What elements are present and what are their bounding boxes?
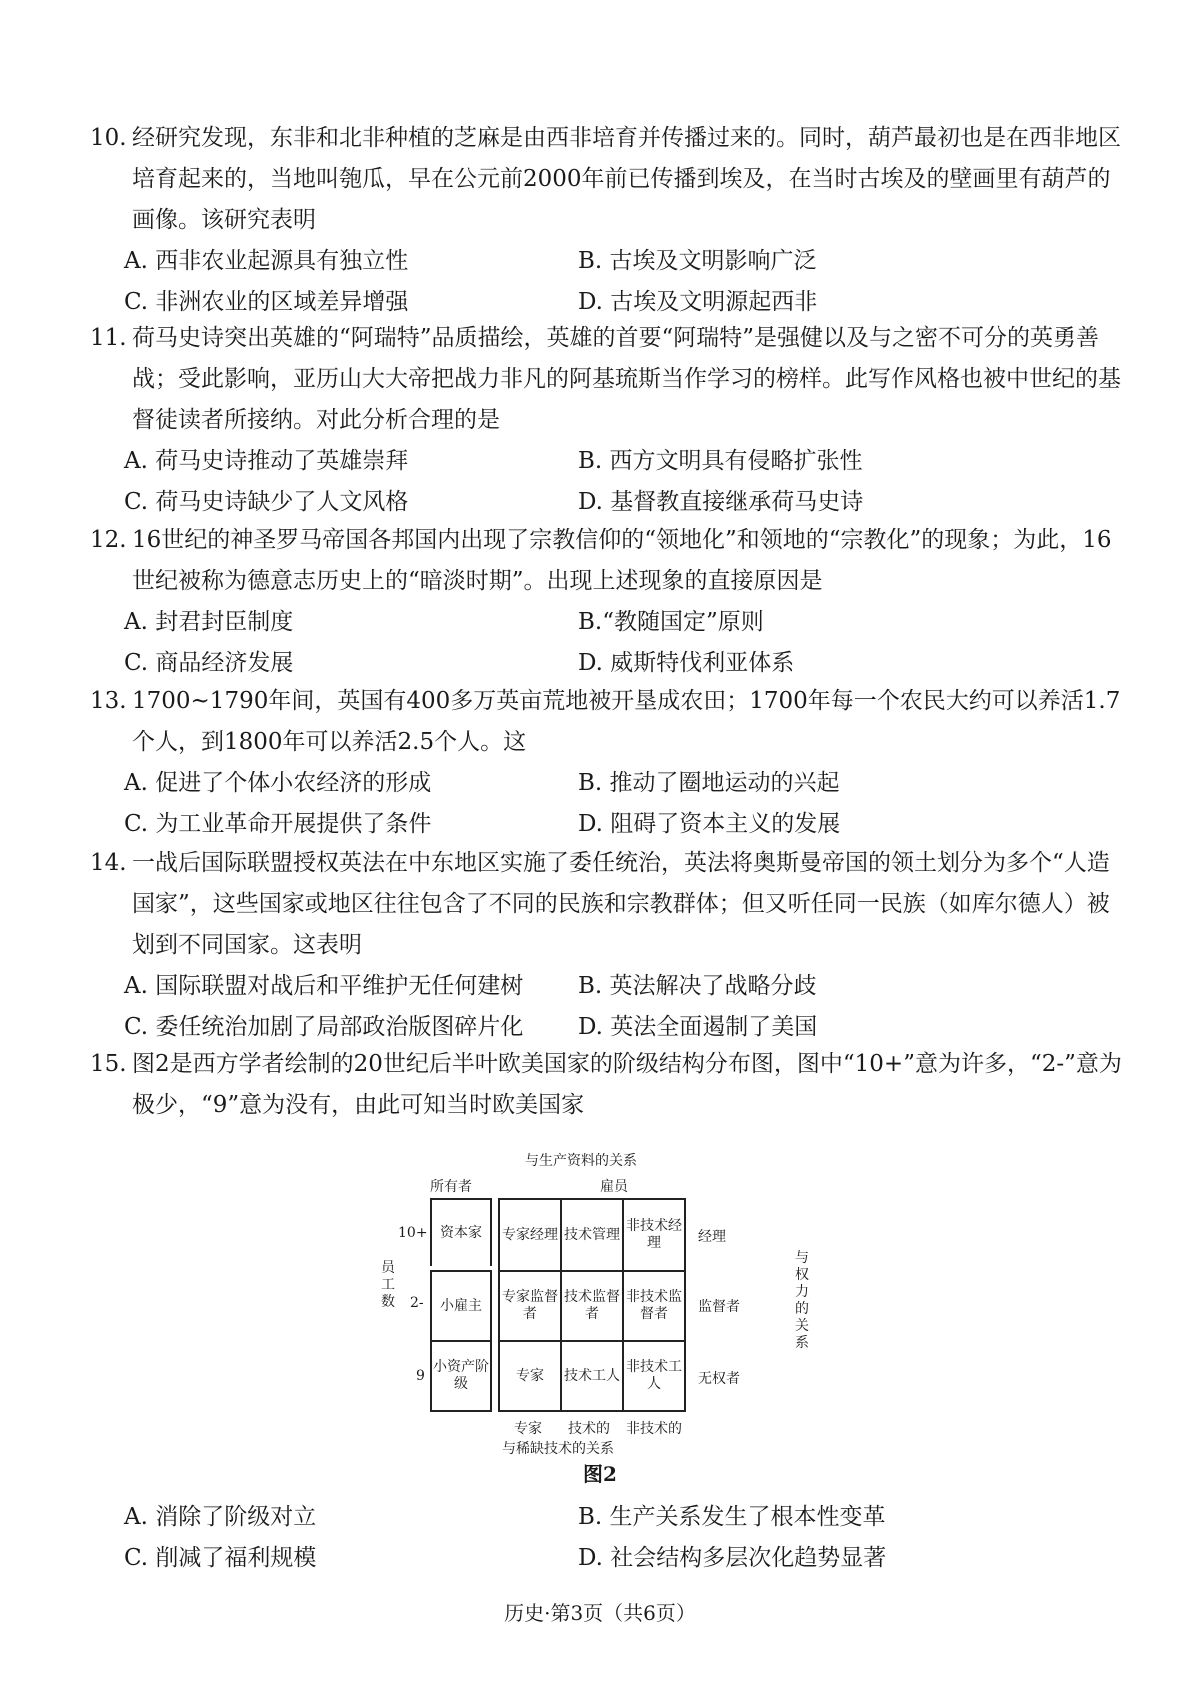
question-stem [90, 681, 1130, 763]
question-text: 经研究发现，东非和北非种植的芝麻是由西非培育并传播过来的。同时，葫芦最初也是在西非地区培育起来的，当地叫匏瓜，早在公元前2000年前已传播到埃及，在当时古埃及的壁画里有葫芦的画像。该研究表明 [132, 125, 1121, 233]
question-number: 14. [90, 850, 127, 876]
grid-cell: 技术管理 [560, 1198, 624, 1272]
question-number: 15. [90, 1051, 127, 1077]
figure-top-title: 与生产资料的关系 [525, 1153, 637, 1169]
question-stem [90, 520, 1130, 602]
option-b[interactable]: B. 英法解决了战略分歧 [578, 973, 817, 999]
option-c[interactable]: C. 为工业革命开展提供了条件 [124, 811, 432, 837]
option-b[interactable]: B. 西方文明具有侵略扩张性 [578, 448, 863, 474]
question-14 [90, 843, 1130, 1048]
options [90, 966, 1130, 1048]
question-13 [90, 681, 1130, 845]
question-text: 16世纪的神圣罗马帝国各邦国内出现了宗教信仰的“领地化”和领地的“宗教化”的现象；为此，16世纪被称为德意志历史上的“暗淡时期”。出现上述现象的直接原因是 [132, 527, 1112, 594]
options [90, 441, 1130, 523]
grid-cell: 专家经理 [498, 1198, 562, 1272]
column-label: 非技术的 [626, 1421, 682, 1437]
question-text: 图2是西方学者绘制的20世纪后半叶欧美国家的阶级结构分布图，图中“10+”意为许多，“2-”意为极少，“9”意为没有，由此可知当时欧美国家 [132, 1051, 1122, 1118]
option-a[interactable]: A. 促进了个体小农经济的形成 [124, 770, 432, 796]
option-c[interactable]: C. 非洲农业的区域差异增强 [124, 289, 409, 315]
options [90, 241, 1130, 323]
option-c[interactable]: C. 商品经济发展 [124, 650, 294, 676]
option-d[interactable]: D. 社会结构多层次化趋势显著 [578, 1545, 887, 1571]
owners-header: 所有者 [430, 1179, 472, 1195]
question-11 [90, 318, 1130, 523]
grid-cell: 非技术工人 [622, 1340, 686, 1412]
option-d[interactable]: D. 古埃及文明源起西非 [578, 289, 818, 315]
owner-cell: 资本家 [430, 1198, 492, 1266]
right-axis-label: 与权力的关系 [795, 1250, 809, 1351]
option-b[interactable]: B. 古埃及文明影响广泛 [578, 248, 817, 274]
grid-cell: 技术工人 [560, 1340, 624, 1412]
option-d[interactable]: D. 基督教直接继承荷马史诗 [578, 489, 864, 515]
row-label: 经理 [698, 1229, 726, 1245]
row-label: 监督者 [698, 1299, 740, 1315]
row-count: 9 [416, 1368, 425, 1384]
column-label: 技术的 [568, 1421, 610, 1437]
column-label: 专家 [514, 1421, 542, 1437]
row-label: 无权者 [698, 1371, 740, 1387]
option-b[interactable]: B. 生产关系发生了根本性变革 [578, 1504, 886, 1530]
class-structure-figure [380, 1140, 820, 1458]
grid-cell: 专家监督者 [498, 1270, 562, 1342]
row-count: 2- [410, 1295, 424, 1311]
question-12 [90, 520, 1130, 684]
question-text: 荷马史诗突出英雄的“阿瑞特”品质描绘，英雄的首要“阿瑞特”是强健以及与之密不可分的英勇善战；受此影响，亚历山大大帝把战力非凡的阿基琉斯当作学习的榜样。此写作风格也被中世纪的基督徒读者所接纳。对此分析合理的是 [132, 325, 1121, 433]
option-a[interactable]: A. 荷马史诗推动了英雄崇拜 [124, 448, 409, 474]
left-axis-label: 员工数 [381, 1260, 395, 1310]
question-stem [90, 843, 1130, 966]
option-c[interactable]: C. 削减了福利规模 [124, 1545, 317, 1571]
question-15 [90, 1044, 1130, 1126]
grid-cell: 非技术经理 [622, 1198, 686, 1272]
question-stem [90, 118, 1130, 241]
question-stem [90, 318, 1130, 441]
option-d[interactable]: D. 英法全面遏制了美国 [578, 1014, 818, 1040]
grid-cell: 技术监督者 [560, 1270, 624, 1342]
option-a[interactable]: A. 封君封臣制度 [124, 609, 294, 635]
options [90, 763, 1130, 845]
question-15-options [90, 1497, 1130, 1579]
option-d[interactable]: D. 阻碍了资本主义的发展 [578, 811, 841, 837]
question-text: 1700~1790年间，英国有400多万英亩荒地被开垦成农田；1700年每一个农民大约可以养活1.7个人，到1800年可以养活2.5个人。这 [132, 688, 1121, 755]
figure-bottom-title: 与稀缺技术的关系 [502, 1441, 614, 1457]
question-number: 13. [90, 688, 127, 714]
option-a[interactable]: A. 西非农业起源具有独立性 [124, 248, 409, 274]
row-count: 10+ [398, 1225, 428, 1241]
option-c[interactable]: C. 委任统治加剧了局部政治版图碎片化 [124, 1014, 524, 1040]
options [90, 602, 1130, 684]
figure-caption: 图2 [583, 1462, 617, 1486]
option-c[interactable]: C. 荷马史诗缺少了人文风格 [124, 489, 409, 515]
question-number: 12. [90, 527, 127, 553]
options [90, 1497, 1130, 1579]
grid-cell: 专家 [498, 1340, 562, 1412]
option-b[interactable]: B. 推动了圈地运动的兴起 [578, 770, 840, 796]
option-b[interactable]: B.“教随国定”原则 [578, 609, 764, 635]
page-footer: 历史·第3页（共6页） [504, 1601, 696, 1625]
owner-cell: 小资产阶级 [430, 1340, 492, 1412]
question-number: 11. [90, 325, 127, 351]
grid-cell: 非技术监督者 [622, 1270, 686, 1342]
question-text: 一战后国际联盟授权英法在中东地区实施了委任统治，英法将奥斯曼帝国的领土划分为多个“人造国家”，这些国家或地区往往包含了不同的民族和宗教群体；但又听任同一民族（如库尔德人）被划到不同国家。这表明 [132, 850, 1110, 958]
option-d[interactable]: D. 威斯特伐利亚体系 [578, 650, 795, 676]
question-number: 10. [90, 125, 127, 151]
question-10 [90, 118, 1130, 323]
employees-header: 雇员 [600, 1179, 628, 1195]
question-stem [90, 1044, 1130, 1126]
option-a[interactable]: A. 国际联盟对战后和平维护无任何建树 [124, 973, 524, 999]
owner-cell: 小雇主 [430, 1270, 492, 1342]
option-a[interactable]: A. 消除了阶级对立 [124, 1504, 317, 1530]
